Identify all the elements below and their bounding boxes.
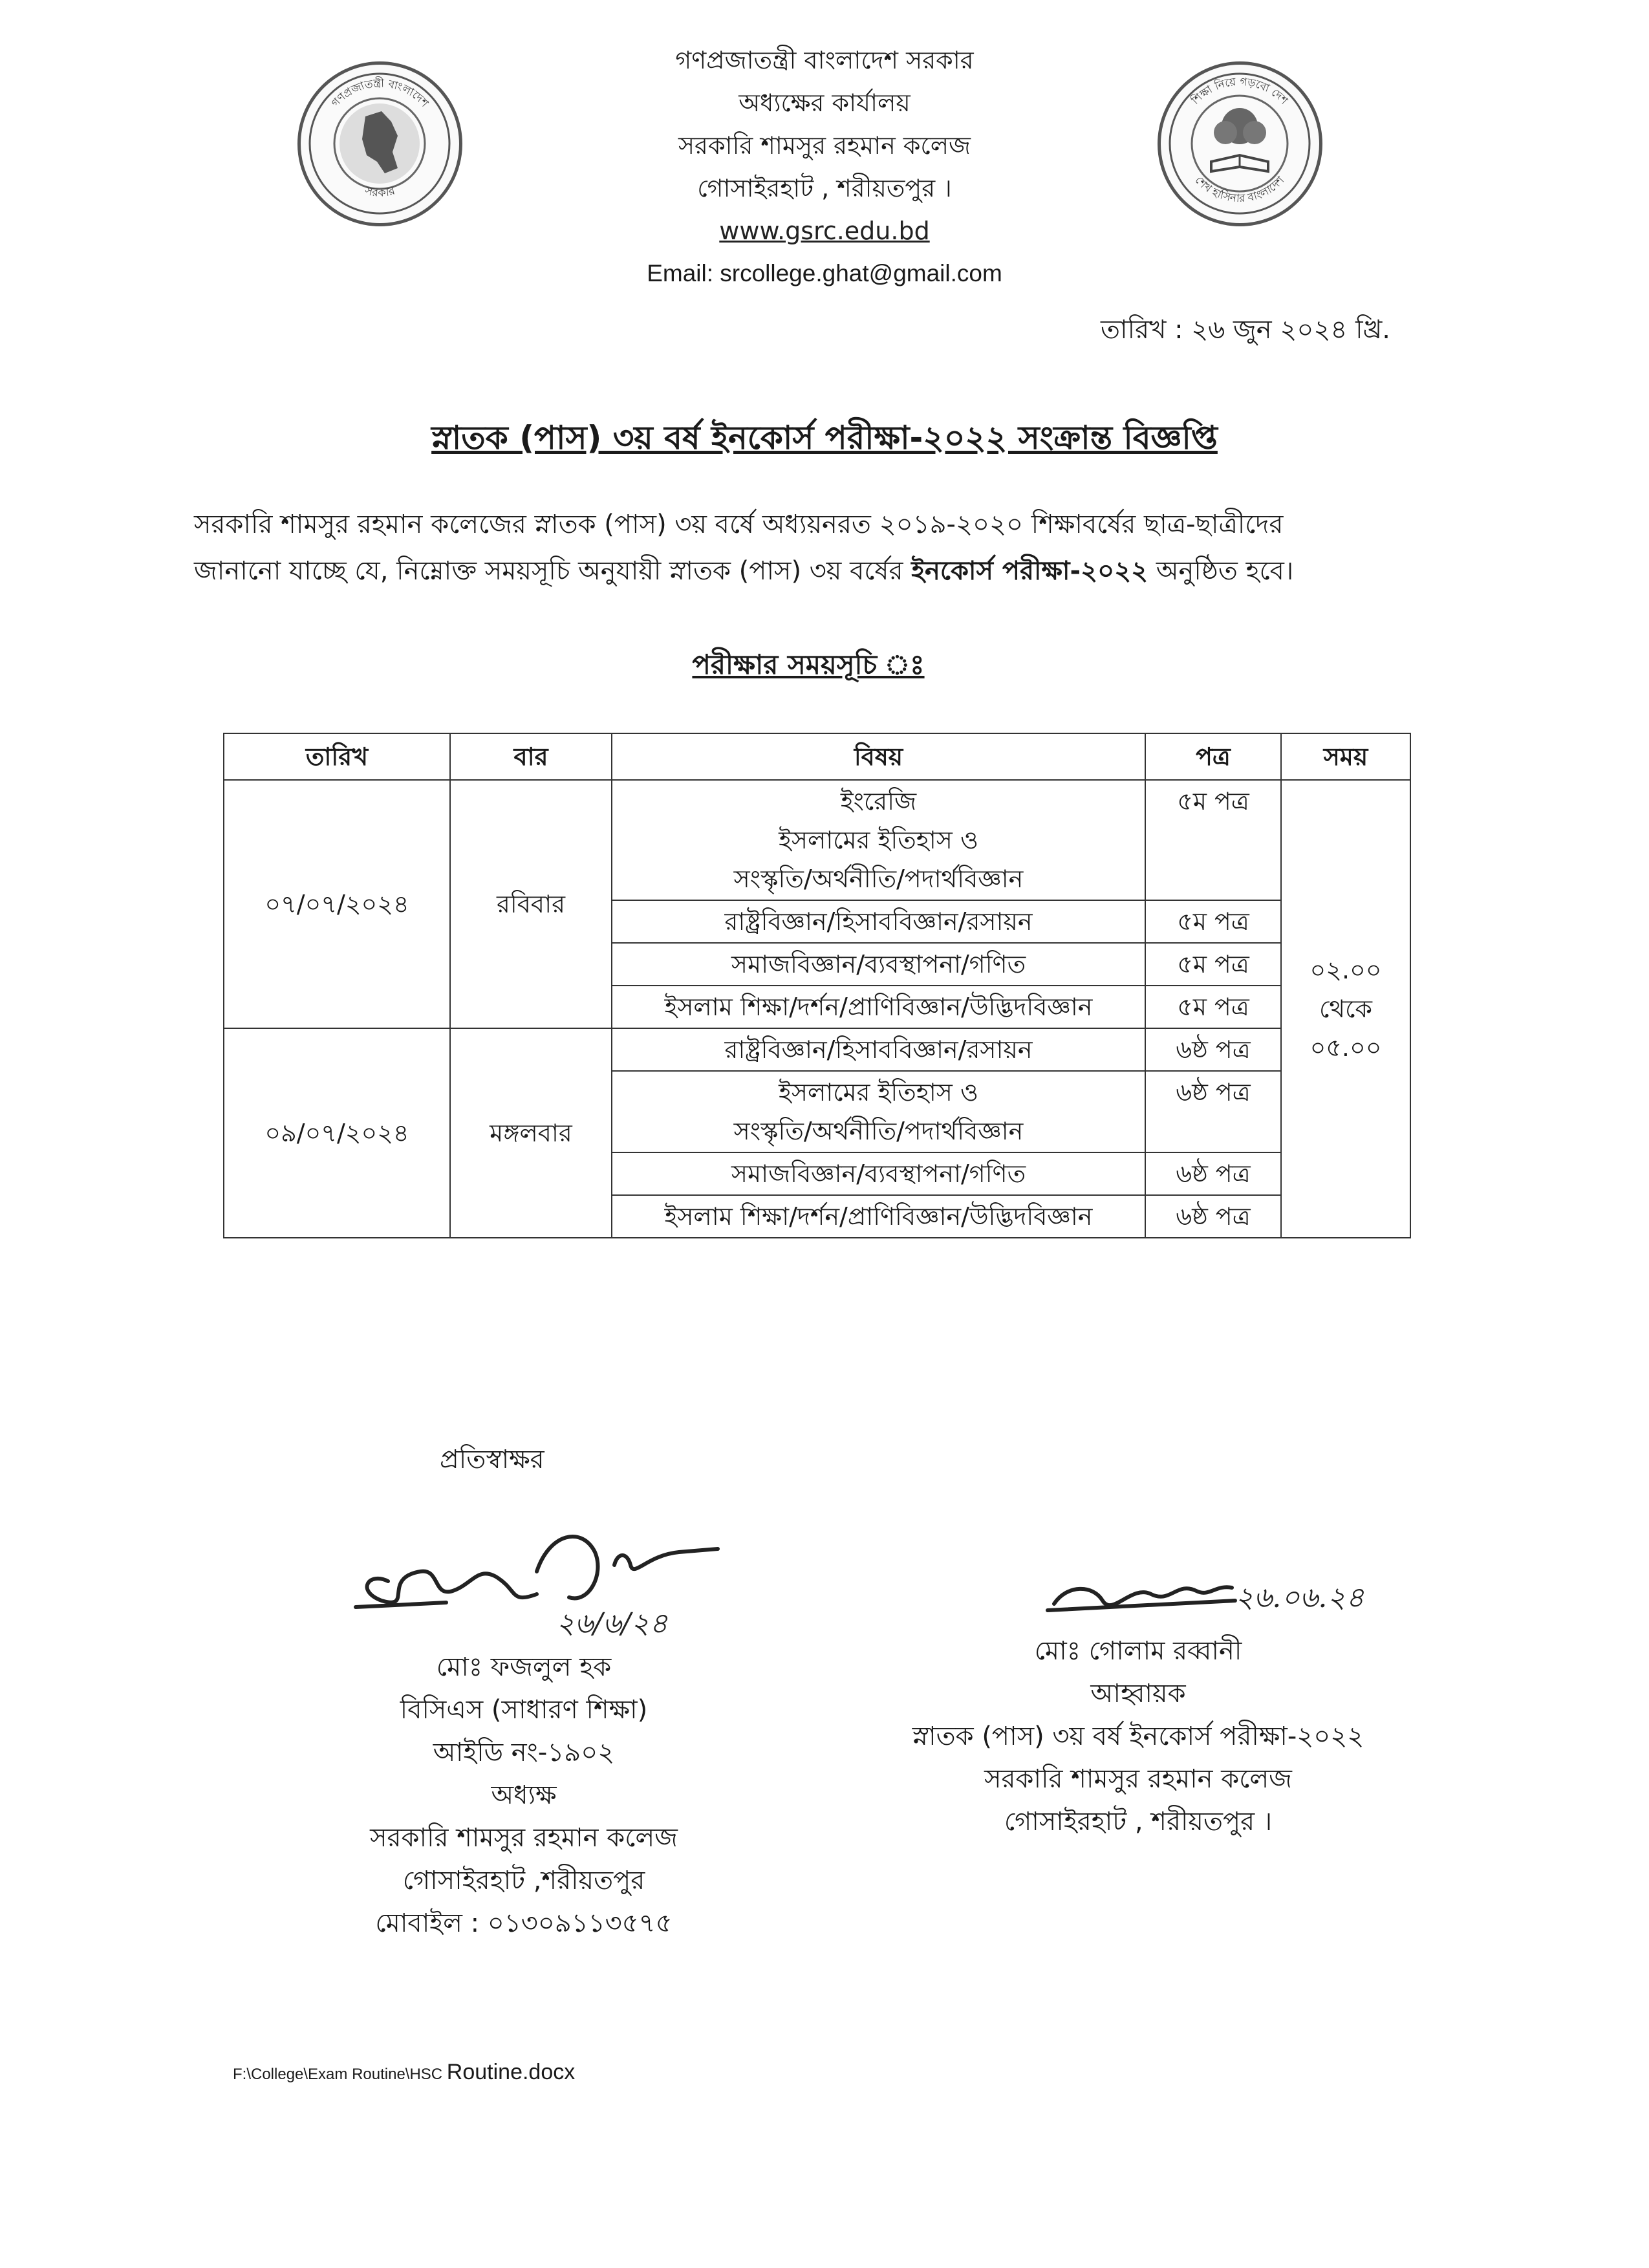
body-text-start: জানানো যাচ্ছে যে, নিম্নোক্ত সময়সূচি অনুযায়ী স্নাতক (পাস) ৩য় বর্ষের (194, 556, 912, 586)
routine-table (223, 733, 1411, 1238)
countersign-label: প্রতিস্বাক্ষর (440, 1445, 544, 1474)
svg-text:সরকার: সরকার (363, 184, 397, 200)
letterhead (501, 39, 1148, 295)
table-header-row (224, 733, 1410, 780)
signatory-line: গোসাইরহাট , শরীয়তপুর । (1004, 1807, 1273, 1837)
table-row (224, 780, 1410, 900)
exam-date: ০৯/০৭/২০২৪ (224, 1028, 450, 1238)
signatory-line: বিসিএস (সাধারণ শিক্ষা) (400, 1695, 648, 1725)
paper-cell: ৫ম পত্র (1145, 943, 1281, 986)
column-header-subject: বিষয় (612, 733, 1145, 780)
subject-cell: রাষ্ট্রবিজ্ঞান/হিসাববিজ্ঞান/রসায়ন (612, 900, 1145, 943)
notice-date: তারিখ : ২৬ জুন ২০২৪ খ্রি. (1101, 315, 1390, 345)
header-line: গোসাইরহাট , শরীয়তপুর । (697, 174, 952, 202)
principal-signature (343, 1526, 744, 1649)
signatory-line: আহ্বায়ক (1090, 1679, 1186, 1709)
body-text-end: অনুষ্ঠিত হবে। (1148, 556, 1294, 586)
subject-cell: রাষ্ট্রবিজ্ঞান/হিসাববিজ্ঞান/রসায়ন (612, 1028, 1145, 1071)
time-line: থেকে (1319, 995, 1372, 1023)
column-header-paper: পত্র (1145, 733, 1281, 780)
time-line: ০২.০০ (1310, 956, 1382, 984)
schedule-heading: পরীক্ষার সময়সূচি ঃ (692, 649, 925, 680)
email-address: Email: srcollege.ghat@gmail.com (647, 260, 1002, 286)
paper-cell: ৫ম পত্র (1145, 900, 1281, 943)
column-header-date: তারিখ (224, 733, 450, 780)
subject-cell: ইসলাম শিক্ষা/দর্শন/প্রাণিবিজ্ঞান/উদ্ভিদবিজ্ঞান (612, 1195, 1145, 1238)
file-name: Routine.docx (446, 2060, 576, 2084)
signature-date: ২৬/৬/২৪ (556, 1607, 668, 1640)
subject-line: ইংরেজি (840, 787, 917, 815)
subject-cell (612, 780, 1145, 900)
principal-block (259, 1646, 789, 1945)
body-line (194, 548, 1390, 594)
subject-line: ইসলামের ইতিহাস ও (779, 826, 978, 854)
paper-cell: ৬ষ্ঠ পত্র (1145, 1071, 1281, 1152)
body-text-bold: ইনকোর্স পরীক্ষা-২০২২ (911, 556, 1148, 586)
convener-block (815, 1630, 1461, 1843)
notice-title: স্নাতক (পাস) ৩য় বর্ষ ইনকোর্স পরীক্ষা-২০২২ সংক্রান্ত বিজ্ঞপ্তি (431, 419, 1218, 457)
signatory-line: স্নাতক (পাস) ৩য় বর্ষ ইনকোর্স পরীক্ষা-২০২২ (912, 1722, 1364, 1751)
subject-line: সংস্কৃতি/অর্থনীতি/পদার্থবিজ্ঞান (733, 1117, 1024, 1145)
exam-day: রবিবার (450, 780, 612, 1028)
svg-text:গণপ্রজাতন্ত্রী বাংলাদেশ: গণপ্রজাতন্ত্রী বাংলাদেশ (329, 77, 431, 110)
paper-cell: ৫ম পত্র (1145, 780, 1281, 900)
signatory-name: মোঃ গোলাম রব্বানী (1034, 1636, 1242, 1666)
bangladesh-govt-seal-icon (297, 61, 462, 226)
signatory-line: অধ্যক্ষ (491, 1780, 557, 1810)
exam-day: মঙ্গলবার (450, 1028, 612, 1238)
website-link[interactable]: www.gsrc.edu.bd (719, 217, 930, 245)
paper-cell: ৬ষ্ঠ পত্র (1145, 1028, 1281, 1071)
file-path (233, 2060, 575, 2085)
education-logo-icon (1158, 61, 1322, 226)
signatory-line: গোসাইরহাট ,শরীয়তপুর (402, 1866, 645, 1895)
header-line: সরকারি শামসুর রহমান কলেজ (678, 131, 971, 160)
paper-cell: ৬ষ্ঠ পত্র (1145, 1152, 1281, 1195)
subject-line: ইসলামের ইতিহাস ও (779, 1078, 978, 1107)
paper-cell: ৬ষ্ঠ পত্র (1145, 1195, 1281, 1238)
signatory-line: আইডি নং-১৯০২ (433, 1738, 615, 1767)
subject-cell: ইসলাম শিক্ষা/দর্শন/প্রাণিবিজ্ঞান/উদ্ভিদবিজ্ঞান (612, 986, 1145, 1028)
signature-date: ২৬.০৬.২৪ (1235, 1581, 1364, 1614)
signatory-line: সরকারি শামসুর রহমান কলেজ (984, 1764, 1292, 1794)
convener-signature (1041, 1565, 1403, 1636)
header-line: গণপ্রজাতন্ত্রী বাংলাদেশ সরকার (675, 46, 974, 74)
signatory-name: মোঃ ফজলুল হক (436, 1652, 612, 1682)
time-line: ০৫.০০ (1310, 1033, 1382, 1062)
subject-cell: সমাজবিজ্ঞান/ব্যবস্থাপনা/গণিত (612, 1152, 1145, 1195)
column-header-time: সময় (1281, 733, 1410, 780)
column-header-day: বার (450, 733, 612, 780)
subject-line: সংস্কৃতি/অর্থনীতি/পদার্থবিজ্ঞান (733, 865, 1024, 893)
file-path-prefix: F:\College\Exam Routine\HSC (233, 2066, 447, 2083)
signatory-line: সরকারি শামসুর রহমান কলেজ (370, 1823, 678, 1853)
signatory-mobile: মোবাইল : ০১৩০৯১১৩৫৭৫ (375, 1908, 673, 1938)
subject-cell (612, 1071, 1145, 1152)
body-line: সরকারি শামসুর রহমান কলেজের স্নাতক (পাস) ৩য় বর্ষে অধ্যয়নরত ২০১৯-২০২০ শিক্ষাবর্ষের ছাত্র-ছাত্রীদের (194, 510, 1284, 539)
exam-date: ০৭/০৭/২০২৪ (224, 780, 450, 1028)
svg-text:শিক্ষা নিয়ে গড়বো দেশ: শিক্ষা নিয়ে গড়বো দেশ (1189, 75, 1291, 107)
header-line: অধ্যক্ষের কার্যালয় (738, 89, 911, 117)
table-row (224, 1028, 1410, 1071)
paper-cell: ৫ম পত্র (1145, 986, 1281, 1028)
notice-body (194, 501, 1390, 594)
svg-text:শেখ হাসিনার বাংলাদেশ: শেখ হাসিনার বাংলাদেশ (1192, 173, 1288, 206)
exam-time (1281, 780, 1410, 1238)
subject-cell: সমাজবিজ্ঞান/ব্যবস্থাপনা/গণিত (612, 943, 1145, 986)
